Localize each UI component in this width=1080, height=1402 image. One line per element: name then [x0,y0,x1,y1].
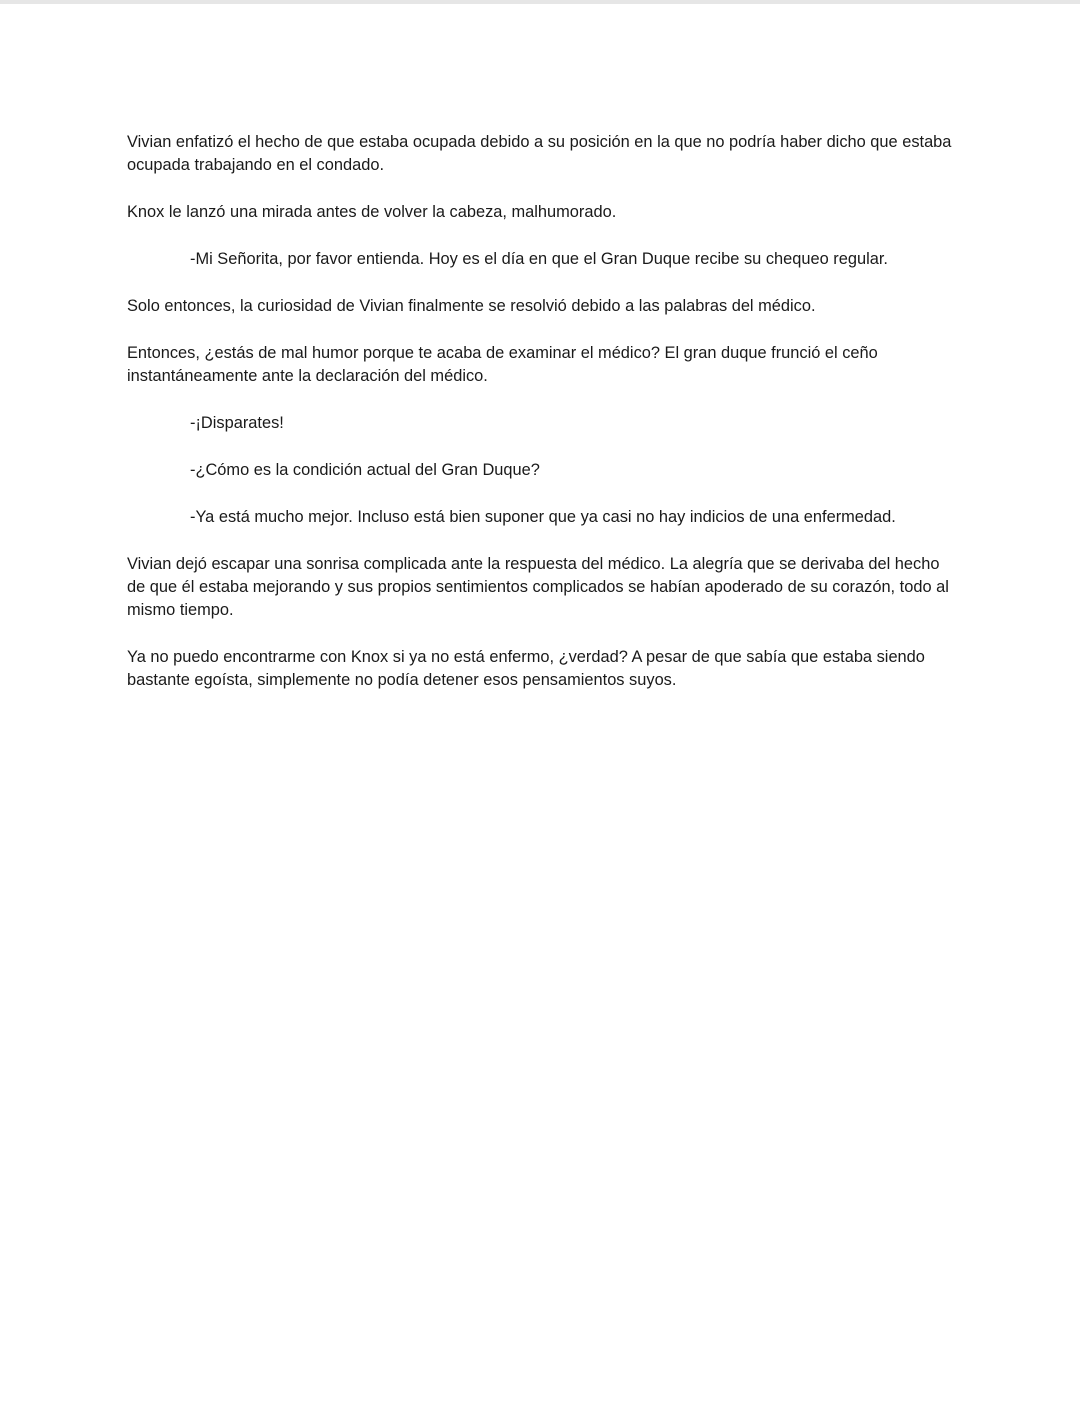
paragraph-3: Solo entonces, la curiosidad de Vivian finalmente se resolvió debido a las palabras del médico. [127,297,816,315]
paragraph-5: Vivian dejó escapar una sonrisa complicada ante la respuesta del médico. La alegría que se derivaba del hecho de que él estaba mejorando y sus propios sentimientos complicados se habían apoderado de su corazón, todo al mismo tiempo. [127,555,949,619]
dialogue-line-2: -¡Disparates! [190,414,284,432]
paragraph-4: Entonces, ¿estás de mal humor porque te acaba de examinar el médico? El gran duque frunció el ceño instantáneamente ante la declaración del médico. [127,344,878,385]
top-edge-bar [0,0,1080,4]
paragraph-6: Ya no puedo encontrarme con Knox si ya no está enfermo, ¿verdad? A pesar de que sabía que estaba siendo bastante egoísta, simplemente no podía detener esos pensamientos suyos. [127,648,925,689]
dialogue-line-4: -Ya está mucho mejor. Incluso está bien suponer que ya casi no hay indicios de una enfermedad. [190,508,896,526]
document-page [127,131,957,716]
paragraph-2: Knox le lanzó una mirada antes de volver la cabeza, malhumorado. [127,203,617,221]
paragraph-1: Vivian enfatizó el hecho de que estaba ocupada debido a su posición en la que no podría haber dicho que estaba ocupada trabajando en el condado. [127,133,952,174]
dialogue-line-1: -Mi Señorita, por favor entienda. Hoy es el día en que el Gran Duque recibe su chequeo regular. [190,250,888,268]
dialogue-line-3: -¿Cómo es la condición actual del Gran Duque? [190,461,540,479]
